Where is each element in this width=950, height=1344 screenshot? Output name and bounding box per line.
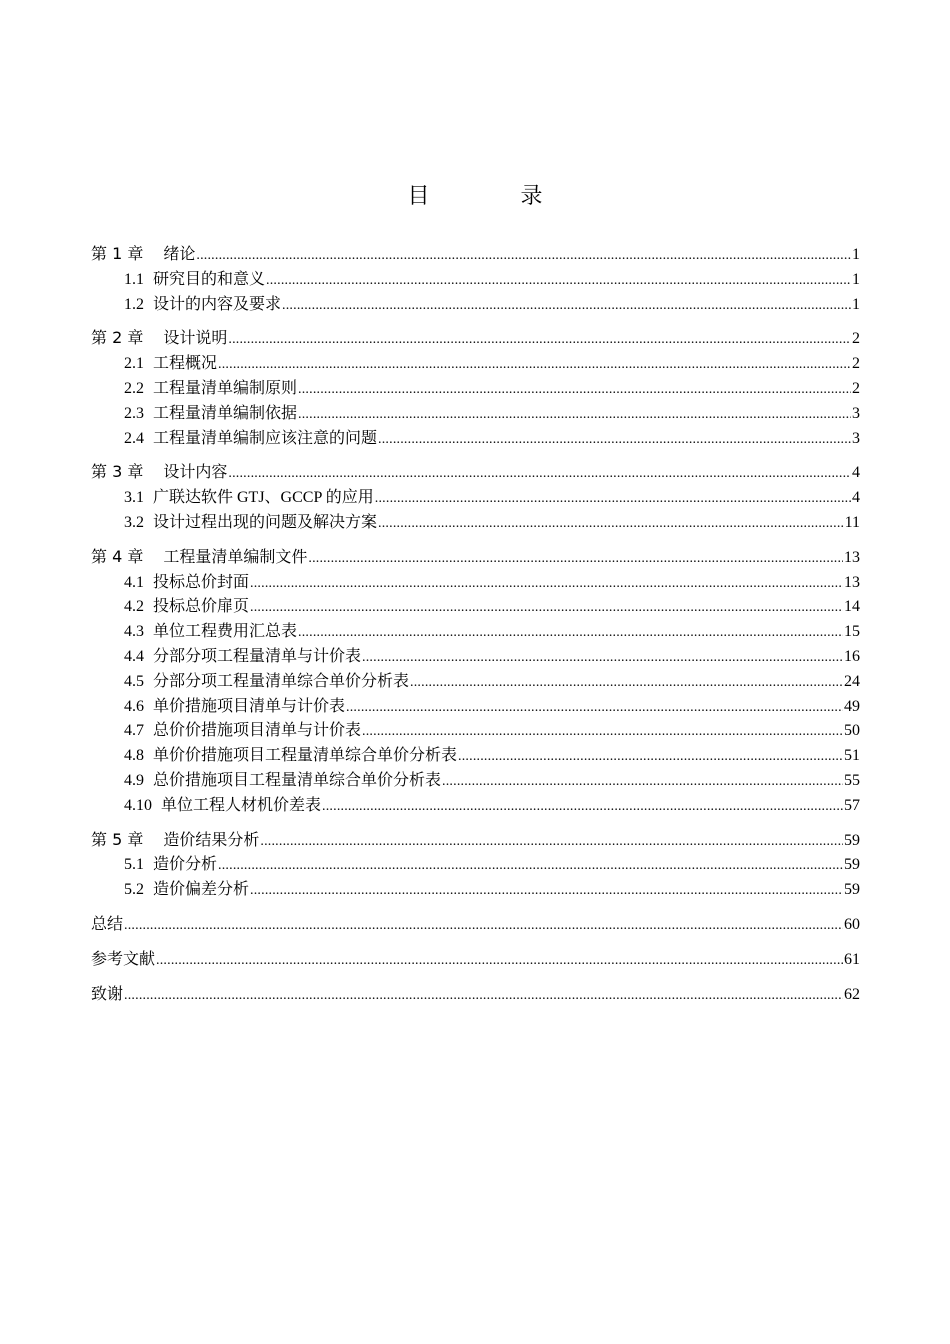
toc-section-row[interactable] — [91, 668, 860, 693]
toc-entry-number: 2.3 — [124, 404, 144, 422]
toc-page-number: 14 — [844, 598, 860, 616]
toc-entry-title: 分部分项工程量清单综合单价分析表 — [153, 672, 410, 690]
toc-entry-title: 致谢 — [91, 983, 124, 1003]
toc-entry-number: 第 4 章 — [91, 546, 144, 566]
toc-page-number: 15 — [844, 623, 860, 641]
page-title: 目 录 — [407, 184, 585, 209]
toc-entry-title: 工程量清单编制应该注意的问题 — [153, 429, 378, 447]
toc-dot-leader — [362, 650, 843, 666]
toc-page-number: 60 — [844, 915, 860, 933]
toc-dot-leader — [218, 357, 851, 373]
toc-entry-number: 3.2 — [124, 513, 144, 531]
toc-page-number: 3 — [852, 429, 860, 447]
toc-entry-number: 3.1 — [124, 489, 144, 507]
toc-entry-number: 第 2 章 — [91, 328, 144, 348]
toc-entry-number: 1.1 — [124, 270, 144, 288]
toc-entry-title: 单位工程费用汇总表 — [153, 623, 298, 641]
toc-section-row[interactable] — [91, 717, 860, 742]
toc-page-number: 62 — [844, 985, 860, 1003]
toc-page-number: 1 — [852, 246, 860, 263]
toc-dot-leader — [375, 491, 851, 507]
toc-chapter-row[interactable] — [91, 911, 860, 936]
toc-entry-title: 设计内容 — [163, 462, 228, 482]
toc-entry-number: 2.4 — [124, 429, 144, 447]
toc-entry-number: 1.2 — [124, 295, 144, 313]
toc-entry-number: 第 3 章 — [91, 462, 144, 482]
toc-dot-leader — [308, 551, 843, 567]
toc-entry-title: 设计的内容及要求 — [153, 295, 282, 313]
toc-entry-title: 工程量清单编制依据 — [153, 404, 298, 422]
toc-page-number: 11 — [844, 513, 860, 531]
toc-entry-number: 5.1 — [124, 856, 144, 874]
toc-entry-title: 参考文献 — [91, 948, 156, 968]
toc-entry-title: 造价分析 — [153, 856, 218, 874]
toc-entry-title: 工程量清单编制文件 — [163, 546, 308, 566]
toc-entry-number: 4.4 — [124, 647, 144, 665]
toc-dot-leader — [282, 298, 851, 314]
toc-dot-leader — [228, 332, 851, 348]
toc-section-row[interactable] — [91, 643, 860, 668]
toc-dot-leader — [228, 466, 851, 482]
toc-chapter-row[interactable] — [91, 241, 860, 266]
toc-page-number: 2 — [852, 379, 860, 397]
toc-page-number: 61 — [844, 950, 860, 968]
toc-section-row[interactable] — [91, 876, 860, 901]
toc-section-row[interactable] — [91, 792, 860, 817]
toc-entry-number: 4.8 — [124, 747, 144, 765]
toc-dot-leader — [266, 273, 851, 289]
toc-dot-leader — [458, 749, 843, 765]
toc-chapter-row[interactable] — [91, 827, 860, 852]
toc-entry-number: 4.2 — [124, 598, 144, 616]
toc-entry-title: 工程量清单编制原则 — [153, 379, 298, 397]
toc-dot-leader — [378, 516, 844, 532]
toc-dot-leader — [124, 988, 843, 1004]
toc-entry-title: 单价价措施项目工程量清单综合单价分析表 — [153, 747, 458, 765]
toc-dot-leader — [260, 834, 843, 850]
toc-entry-title: 单位工程人材机价差表 — [161, 796, 322, 814]
toc-section-row[interactable] — [91, 618, 860, 643]
toc-entry-title: 绪论 — [163, 244, 196, 263]
toc-entry-number: 4.3 — [124, 623, 144, 641]
toc-page-number: 55 — [844, 771, 860, 789]
toc-section-row[interactable] — [91, 767, 860, 792]
toc-section-row[interactable] — [91, 375, 860, 400]
toc-entry-title: 投标总价扉页 — [153, 598, 250, 616]
toc-chapter-row[interactable] — [91, 459, 860, 484]
toc-section-row[interactable] — [91, 851, 860, 876]
toc-page-number: 1 — [852, 270, 860, 288]
toc-entry-title: 研究目的和意义 — [153, 270, 266, 288]
toc-dot-leader — [156, 953, 843, 969]
toc-section-row[interactable] — [91, 350, 860, 375]
toc-entry-number: 4.9 — [124, 771, 144, 789]
toc-chapter-row[interactable] — [91, 946, 860, 971]
toc-page-number: 24 — [844, 672, 860, 690]
toc-page-number: 49 — [844, 697, 860, 715]
toc-page-number: 13 — [844, 573, 860, 591]
toc-chapter-row[interactable] — [91, 981, 860, 1006]
toc-entry-title: 总价价措施项目清单与计价表 — [153, 722, 362, 740]
toc-page-number: 4 — [852, 464, 860, 482]
toc-entry-title: 分部分项工程量清单与计价表 — [153, 647, 362, 665]
toc-page-number: 13 — [844, 548, 860, 566]
toc-dot-leader — [410, 675, 843, 691]
toc-section-row[interactable] — [91, 742, 860, 767]
toc-entry-title: 总价措施项目工程量清单综合单价分析表 — [153, 771, 442, 789]
toc-dot-leader — [124, 918, 843, 934]
toc-entry-title: 设计说明 — [163, 328, 228, 348]
toc-section-row[interactable] — [91, 425, 860, 450]
toc-entry-title: 设计过程出现的问题及解决方案 — [153, 513, 378, 531]
toc-dot-leader — [250, 576, 843, 592]
toc-entry-number: 2.1 — [124, 355, 144, 373]
toc-section-row[interactable] — [91, 484, 860, 509]
toc-entry-title: 造价偏差分析 — [153, 881, 250, 899]
toc-entry-number: 4.6 — [124, 697, 144, 715]
toc-page-number: 57 — [844, 796, 860, 814]
toc-entry-number: 5.2 — [124, 881, 144, 899]
toc-entry-number: 4.10 — [124, 796, 152, 814]
toc-entry-number: 4.5 — [124, 672, 144, 690]
toc-dot-leader — [442, 774, 843, 790]
toc-page-number: 16 — [844, 647, 860, 665]
toc-page-number: 59 — [844, 831, 860, 849]
toc-page-number: 1 — [852, 295, 860, 313]
toc-page-number: 51 — [844, 747, 860, 765]
table-of-contents — [91, 241, 860, 1005]
toc-dot-leader — [196, 248, 851, 264]
toc-page-number: 50 — [844, 722, 860, 740]
toc-dot-leader — [298, 382, 851, 398]
toc-page-number: 3 — [852, 404, 860, 422]
toc-entry-title: 造价结果分析 — [163, 829, 260, 849]
toc-entry-title: 工程概况 — [153, 355, 218, 373]
toc-page-number: 2 — [852, 355, 860, 373]
toc-dot-leader — [218, 858, 843, 874]
toc-section-row[interactable] — [91, 400, 860, 425]
toc-chapter-row[interactable] — [91, 325, 860, 350]
toc-page-number: 2 — [852, 330, 860, 348]
toc-dot-leader — [250, 600, 843, 616]
toc-entry-number: 2.2 — [124, 379, 144, 397]
toc-page-number: 4 — [852, 489, 860, 507]
toc-section-row[interactable] — [91, 266, 860, 291]
toc-dot-leader — [298, 625, 843, 641]
toc-section-row[interactable] — [91, 693, 860, 718]
toc-entry-number: 第 1 章 — [91, 244, 144, 263]
toc-dot-leader — [250, 883, 843, 899]
toc-entry-number: 第 5 章 — [91, 829, 144, 849]
toc-dot-leader — [322, 799, 843, 815]
toc-entry-title: 单价措施项目清单与计价表 — [153, 697, 346, 715]
toc-section-row[interactable] — [91, 569, 860, 594]
toc-entry-number: 4.1 — [124, 573, 144, 591]
toc-section-row[interactable] — [91, 593, 860, 618]
toc-entry-title: 投标总价封面 — [153, 573, 250, 591]
toc-section-row[interactable] — [91, 509, 860, 534]
toc-dot-leader — [298, 407, 851, 423]
toc-chapter-row[interactable] — [91, 544, 860, 569]
toc-dot-leader — [346, 700, 843, 716]
toc-dot-leader — [362, 724, 843, 740]
toc-entry-title: 广联达软件 GTJ、GCCP 的应用 — [153, 489, 374, 507]
toc-page-number: 59 — [844, 881, 860, 899]
toc-section-row[interactable] — [91, 291, 860, 316]
toc-entry-number: 4.7 — [124, 722, 144, 740]
toc-page-number: 59 — [844, 856, 860, 874]
toc-dot-leader — [378, 432, 851, 448]
toc-entry-title: 总结 — [91, 913, 124, 933]
